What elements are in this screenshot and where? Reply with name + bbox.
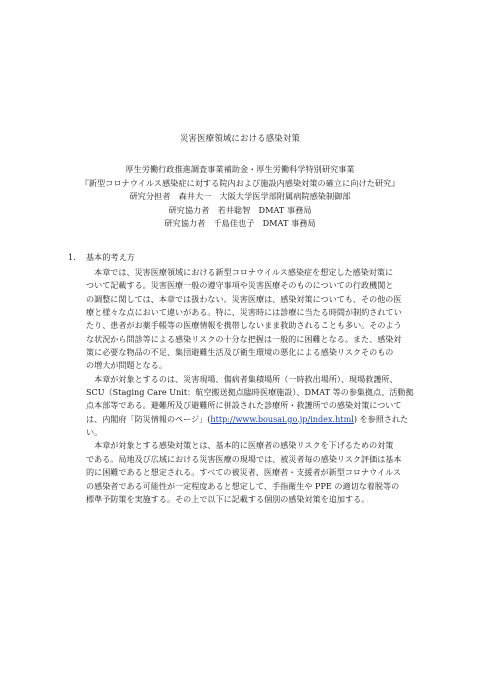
reference-suffix: ) を参照された — [353, 413, 409, 424]
paragraph-line: 本章が対象とする感染対策とは、基本的に医療者の感染リスクを下げるための対策 — [86, 440, 394, 451]
paragraph-line: 本章が対象とするのは、災害現場、傷病者集積場所（一時救出場所）、現場救護所、 — [86, 373, 398, 384]
paragraph-line: の増大が問題となる。 — [86, 360, 167, 371]
paragraph-line: SCU（Staging Care Unit：航空搬送拠点臨時医療施設）、DMAT 等の参集拠点、活動拠 — [86, 387, 414, 398]
reference-prefix: は、内閣府「防災情報のページ」( — [86, 413, 211, 424]
funding-line: 厚生労働行政推進調査事業補助金・厚生労働科学特別研究事業 — [125, 164, 355, 174]
paragraph-line: の感染者である可能性が一定程度あると想定して、手指衛生や PPE の適切な着脱等の — [86, 480, 400, 491]
bousai-link[interactable]: http://www.bousai.go.jp/index.html — [210, 413, 354, 424]
reference-line — [86, 413, 416, 426]
project-title-line: 『新型コロナウイルス感染症に対する院内および施設内感染対策の確立に向けた研究』 — [80, 177, 400, 188]
paragraph-line: 本章では、災害医療領域における新型コロナウイルス感染症を想定した感染対策に — [86, 267, 394, 277]
paragraph-line: 療と様々な点において違いがある。特に、災害時には診療に当たる時間が制約されてい — [86, 307, 402, 318]
paragraph-line: い。 — [86, 427, 103, 438]
lead-researcher-line: 研究分担者 森井大一 大阪大学医学部附属病院感染制御部 — [129, 191, 351, 202]
paragraph-line: 策に必要な物品の不足、集団避難生活及び衛生環境の悪化による感染リスクそのもの — [86, 347, 394, 358]
paragraph-line: である。局地及び広域における災害医療の現場では、被災者毎の感染リスク評価は基本 — [86, 453, 402, 464]
section-title: 基本的考え方 — [85, 252, 135, 262]
paragraph-line: 点本部等である。避難所及び避難所に併設された診療所・救護所での感染対策について — [86, 400, 402, 411]
paragraph-line: な状況から問診等による感染リスクの十分な把握は一般的に困難となる。また、感染対 — [86, 333, 402, 344]
collaborator-line-2: 研究協力者 千島佳也子 DMAT 事務局 — [164, 218, 316, 229]
paragraph-line: ついて記載する。災害医療一般の遵守事項や災害医療そのものについての行政機関と — [86, 280, 394, 291]
document-title: 災害医療領域における感染対策 — [179, 133, 301, 143]
section-heading — [68, 252, 135, 263]
paragraph-line: 的に困難であると想定される。すべての被災者、医療者・支援者が新型コロナウイルス — [86, 467, 402, 478]
author-block — [0, 163, 480, 231]
body-text — [86, 266, 416, 506]
paragraph-line: 標準予防策を実施する。その上で以下に記載する個別の感染対策を追加する。 — [86, 493, 370, 504]
paragraph-line: たり、患者がお薬手帳等の医療情報を携帯しないまま救助されることも多い。そのよう — [86, 320, 402, 331]
paragraph-line: の調整に関しては、本章では扱わない。災害医療は、感染対策についても、その他の医 — [86, 293, 402, 304]
section-number: 1. — [68, 252, 76, 262]
collaborator-line-1: 研究協力者 若井聡智 DMAT 事務局 — [168, 204, 312, 215]
